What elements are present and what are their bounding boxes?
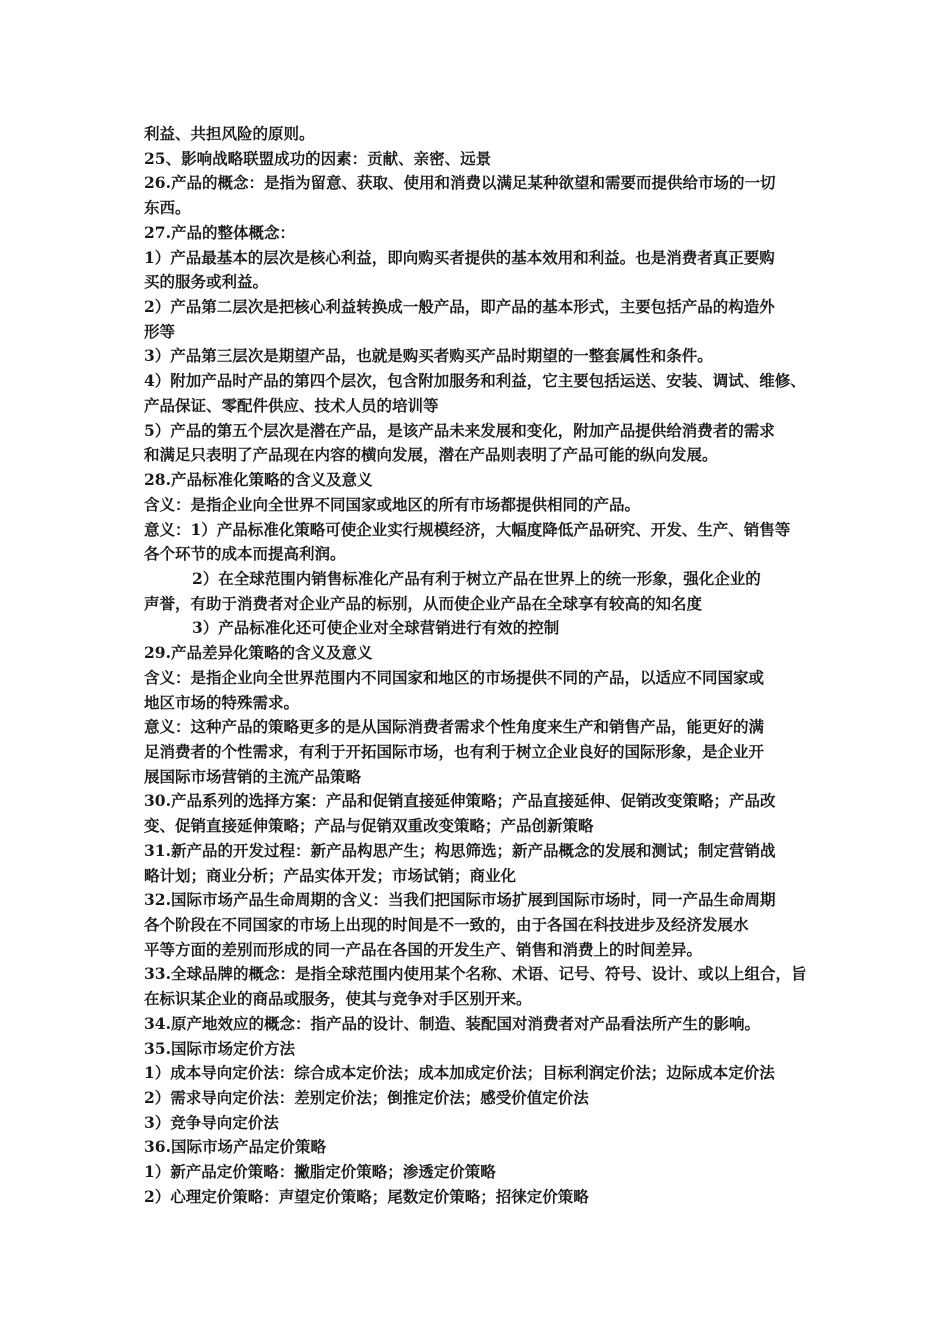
list-item-line: 4）附加产品时产品的第四个层次，包含附加服务和利益，它主要包括运送、安装、调试、维修、 (144, 371, 806, 391)
text-line: 形等 (144, 321, 176, 341)
list-item-line: 2）心理定价策略：声望定价策略；尾数定价策略；招徕定价策略 (144, 1186, 589, 1206)
list-item-line: 1）新产品定价策略：撇脂定价策略；渗透定价策略 (144, 1162, 496, 1182)
text-line: 利益、共担风险的原则。 (144, 124, 315, 143)
text-line: 买的服务或利益。 (144, 272, 269, 292)
text-line: 在标识某企业的商品或服务，使其与竞争对手区别开来。 (144, 989, 532, 1009)
list-item-line: 1）产品最基本的层次是核心利益，即向购买者提供的基本效用和利益。也是消费者真正要购 (144, 247, 775, 267)
text-line: 和满足只表明了产品现在内容的横向发展，潜在产品则表明了产品可能的纵向发展。 (144, 445, 718, 465)
heading-line: 25、影响战略联盟成功的因素：贡献、亲密、远景 (144, 148, 492, 168)
indented-list-item-line: 2）在全球范围内销售标准化产品有利于树立产品在世界上的统一形象，强化企业的 (192, 568, 761, 588)
text-line: 平等方面的差别而形成的同一产品在各国的开发生产、销售和消费上的时间差异。 (144, 939, 703, 959)
heading-line: 30.产品系列的选择方案：产品和促销直接延伸策略；产品直接延伸、促销改变策略；产品改 (144, 791, 776, 811)
list-item-line: 3）产品第三层次是期望产品，也就是购买者购买产品时期望的一整套属性和条件。 (144, 346, 713, 366)
text-line: 略计划；商业分析；产品实体开发；市场试销；商业化 (144, 865, 517, 885)
list-item-line: 5）产品的第五个层次是潜在产品，是该产品未来发展和变化，附加产品提供给消费者的需求 (144, 420, 775, 440)
text-line: 变、促销直接延伸策略；产品与促销双重改变策略；产品创新策略 (144, 816, 594, 836)
heading-line: 32.国际市场产品生命周期的含义：当我们把国际市场扩展到国际市场时，同一产品生命周期 (144, 890, 776, 910)
list-item-line: 1）成本导向定价法：综合成本定价法；成本加成定价法；目标利润定价法；边际成本定价法 (144, 1063, 775, 1083)
text-line: 产品保证、零配件供应、技术人员的培训等 (144, 395, 439, 415)
heading-line: 33.全球品牌的概念：是指全球范围内使用某个名称、术语、记号、符号、设计、或以上组合，旨 (144, 964, 807, 984)
text-line: 地区市场的特殊需求。 (144, 692, 300, 712)
text-line: 东西。 (144, 198, 191, 218)
text-line: 意义：这种产品的策略更多的是从国际消费者需求个性角度来生产和销售产品，能更好的满 (144, 717, 765, 737)
heading-line: 29.产品差异化策略的含义及意义 (144, 643, 373, 663)
heading-line: 28.产品标准化策略的含义及意义 (144, 470, 373, 490)
document-body (144, 122, 816, 1210)
heading-line: 35.国际市场定价方法 (144, 1038, 295, 1058)
heading-line: 31.新产品的开发过程：新产品构思产生；构思筛选；新产品概念的发展和测试；制定营销战 (144, 840, 776, 860)
list-item-line: 2）需求导向定价法：差别定价法；倒推定价法；感受价值定价法 (144, 1088, 589, 1108)
list-item-line: 3）竞争导向定价法 (144, 1112, 279, 1132)
text-line: 含义：是指企业向全世界不同国家或地区的所有市场都提供相同的产品。 (144, 494, 641, 514)
heading-line: 26.产品的概念：是指为留意、获取、使用和消费以满足某种欲望和需要而提供给市场的一切 (144, 173, 776, 193)
text-line: 足消费者的个性需求，有利于开拓国际市场，也有利于树立企业良好的国际形象，是企业开 (144, 741, 765, 761)
indented-list-item-line: 3）产品标准化还可使企业对全球营销进行有效的控制 (192, 618, 560, 638)
text-line: 展国际市场营销的主流产品策略 (144, 766, 362, 786)
heading-line: 27.产品的整体概念： (144, 222, 295, 242)
text-line: 意义：1）产品标准化策略可使企业实行规模经济，大幅度降低产品研究、开发、生产、销售等 (144, 519, 791, 539)
text-line: 声誉，有助于消费者对企业产品的标别，从而使企业产品在全球享有较高的知名度 (144, 593, 703, 613)
heading-line: 34.原产地效应的概念：指产品的设计、制造、装配国对消费者对产品看法所产生的影响。 (144, 1013, 760, 1033)
text-line: 各个环节的成本而提高利润。 (144, 544, 346, 564)
text-line: 含义：是指企业向全世界范围内不同国家和地区的市场提供不同的产品，以适应不同国家或 (144, 667, 765, 687)
list-item-line: 2）产品第二层次是把核心利益转换成一般产品，即产品的基本形式，主要包括产品的构造外 (144, 297, 775, 317)
heading-line: 36.国际市场产品定价策略 (144, 1137, 326, 1157)
text-line: 各个阶段在不同国家的市场上出现的时间是不一致的，由于各国在科技进步及经济发展水 (144, 915, 749, 934)
